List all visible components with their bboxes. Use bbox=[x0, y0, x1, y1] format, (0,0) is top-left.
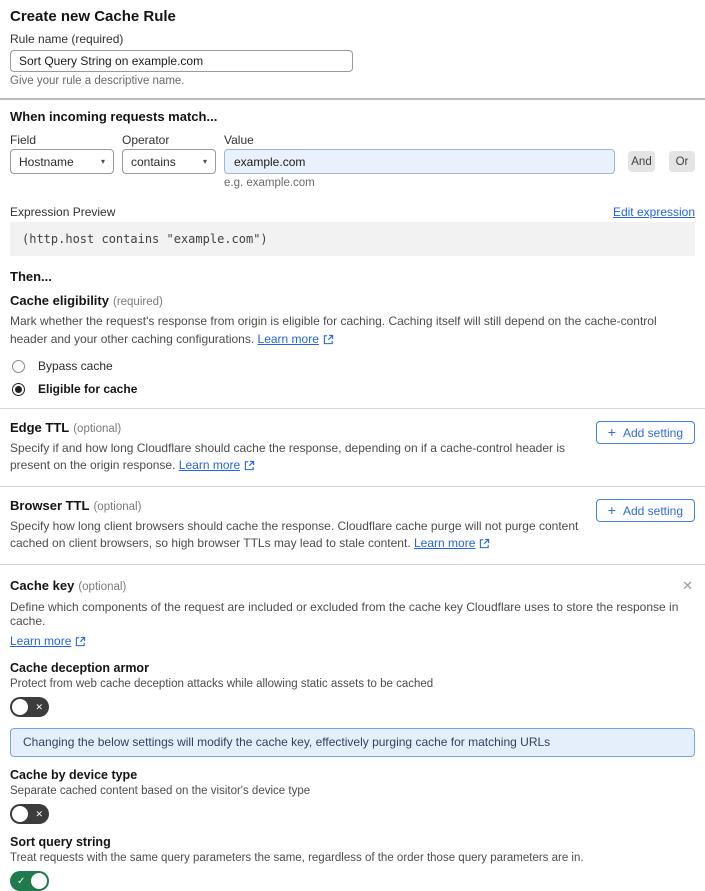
chevron-down-icon: ▾ bbox=[202, 157, 207, 166]
match-labels-row bbox=[10, 133, 695, 146]
edit-expression-label: Edit expression bbox=[612, 205, 695, 219]
and-button[interactable]: And bbox=[628, 151, 655, 172]
edge-ttl-learn-more-link[interactable] bbox=[179, 457, 255, 474]
operator-label: Operator bbox=[122, 133, 170, 147]
rule-name-label: Rule name (required) bbox=[10, 32, 124, 46]
radio-selected[interactable] bbox=[12, 383, 25, 396]
browser-ttl-title-text: Browser TTL bbox=[10, 498, 90, 513]
browser-ttl-qualifier: (optional) bbox=[93, 501, 142, 513]
value-hint: e.g. example.com bbox=[224, 177, 315, 189]
divider bbox=[0, 564, 705, 565]
cache-deception-armor-title: Cache deception armor bbox=[10, 661, 149, 675]
cache-key-qualifier: (optional) bbox=[78, 581, 127, 593]
edge-ttl-title bbox=[10, 420, 596, 437]
sort-query-string-toggle[interactable] bbox=[10, 871, 49, 891]
toggle-x-icon: ✕ bbox=[35, 808, 43, 819]
divider bbox=[0, 408, 705, 409]
value-label: Value bbox=[224, 133, 254, 147]
browser-ttl-description bbox=[10, 518, 590, 552]
page-title: Create new Cache Rule bbox=[10, 8, 176, 25]
learn-more-label: Learn more bbox=[178, 458, 241, 472]
eligible-for-cache-option[interactable] bbox=[10, 382, 695, 396]
field-select[interactable] bbox=[10, 149, 114, 174]
cache-eligibility-description-text: Mark whether the request's response from origin is eligible for caching. Caching itself will still depend on the cache-control header and your other caching configurations. bbox=[10, 314, 657, 346]
or-button[interactable]: Or bbox=[669, 151, 695, 172]
external-link-icon bbox=[75, 636, 86, 647]
divider bbox=[0, 98, 705, 100]
cache-key-learn-more-link[interactable] bbox=[10, 634, 86, 648]
toggle-check-icon: ✓ bbox=[17, 875, 26, 887]
operator-select[interactable] bbox=[122, 149, 216, 174]
operator-select-value: contains bbox=[131, 154, 176, 169]
cache-eligibility-description bbox=[10, 312, 695, 348]
field-label: Field bbox=[10, 133, 37, 147]
plus-icon: + bbox=[607, 502, 616, 518]
edge-ttl-description bbox=[10, 440, 590, 474]
cache-key-learn-more-row bbox=[10, 632, 695, 650]
browser-ttl-section bbox=[10, 498, 695, 552]
external-link-icon bbox=[244, 460, 255, 471]
bypass-cache-label: Bypass cache bbox=[38, 359, 113, 373]
browser-ttl-learn-more-link[interactable] bbox=[414, 535, 490, 552]
edit-expression-link[interactable] bbox=[613, 205, 695, 219]
external-link-icon bbox=[323, 334, 334, 345]
edge-ttl-section bbox=[10, 420, 695, 474]
cache-deception-armor-toggle[interactable] bbox=[10, 697, 49, 717]
edge-ttl-description-text: Specify if and how long Cloudflare should cache the response, depending on if a cache-control header is present on the origin response. bbox=[10, 441, 566, 472]
then-heading: Then... bbox=[10, 269, 52, 284]
rule-name-input[interactable] bbox=[10, 50, 353, 72]
add-setting-label: Add setting bbox=[622, 503, 683, 518]
toggle-knob bbox=[31, 873, 47, 889]
field-select-value: Hostname bbox=[19, 154, 74, 169]
learn-more-label: Learn more bbox=[10, 634, 72, 648]
toggle-x-icon: ✕ bbox=[35, 701, 43, 712]
cache-deception-armor-description: Protect from web cache deception attacks while allowing static assets to be cached bbox=[10, 678, 434, 690]
expression-code-block bbox=[10, 222, 695, 256]
expression-code: (http.host contains "example.com") bbox=[22, 232, 268, 246]
cache-eligibility-learn-more-link[interactable] bbox=[258, 330, 334, 348]
cache-key-description: Define which components of the request are included or excluded from the cache key Cloudflare uses to store the response in cache. bbox=[10, 600, 679, 628]
expression-preview-row bbox=[10, 205, 695, 219]
browser-ttl-title bbox=[10, 498, 596, 515]
browser-ttl-main bbox=[10, 498, 596, 552]
browser-ttl-description-text: Specify how long client browsers should cache the response. Cloudflare cache purge will not purge content cached on client browsers, so high browser TTLs may lead to stale content. bbox=[10, 519, 579, 550]
toggle-knob bbox=[12, 806, 28, 822]
cache-key-title-text: Cache key bbox=[10, 578, 75, 593]
browser-ttl-add-setting-button[interactable] bbox=[596, 499, 695, 522]
radio-unselected[interactable] bbox=[12, 360, 25, 373]
cache-key-title bbox=[10, 578, 126, 595]
rule-name-hint: Give your rule a descriptive name. bbox=[10, 75, 185, 87]
edge-ttl-qualifier: (optional) bbox=[73, 423, 122, 435]
sort-query-string-description: Treat requests with the same query parameters the same, regardless of the order those query parameters are in. bbox=[10, 852, 584, 864]
eligible-for-cache-label: Eligible for cache bbox=[38, 382, 138, 396]
match-section-heading: When incoming requests match... bbox=[10, 109, 218, 124]
learn-more-label: Learn more bbox=[414, 536, 476, 550]
cache-key-header bbox=[10, 578, 695, 595]
toggle-knob bbox=[12, 699, 28, 715]
cache-eligibility-qualifier: (required) bbox=[112, 296, 163, 308]
learn-more-label: Learn more bbox=[257, 332, 319, 346]
cache-eligibility-title bbox=[10, 293, 695, 310]
divider bbox=[0, 486, 705, 487]
plus-icon: + bbox=[607, 424, 616, 440]
expression-preview-label: Expression Preview bbox=[10, 205, 116, 219]
cache-key-warning-banner: Changing the below settings will modify the cache key, effectively purging cache for matching URLs bbox=[10, 728, 695, 757]
edge-ttl-add-setting-button[interactable] bbox=[596, 421, 695, 444]
close-icon[interactable]: ✕ bbox=[682, 578, 693, 593]
match-controls-row bbox=[10, 149, 695, 174]
cache-eligibility-title-text: Cache eligibility bbox=[10, 293, 109, 308]
chevron-down-icon: ▾ bbox=[100, 157, 105, 166]
edge-ttl-main bbox=[10, 420, 596, 474]
sort-query-string-title: Sort query string bbox=[10, 835, 111, 849]
edge-ttl-title-text: Edge TTL bbox=[10, 420, 70, 435]
add-setting-label: Add setting bbox=[622, 425, 683, 440]
cache-by-device-type-toggle[interactable] bbox=[10, 804, 49, 824]
external-link-icon bbox=[479, 538, 490, 549]
value-input[interactable] bbox=[224, 149, 615, 174]
cache-by-device-type-description: Separate cached content based on the visitor's device type bbox=[10, 785, 311, 797]
bypass-cache-option[interactable] bbox=[10, 359, 695, 373]
cache-by-device-type-title: Cache by device type bbox=[10, 768, 138, 782]
